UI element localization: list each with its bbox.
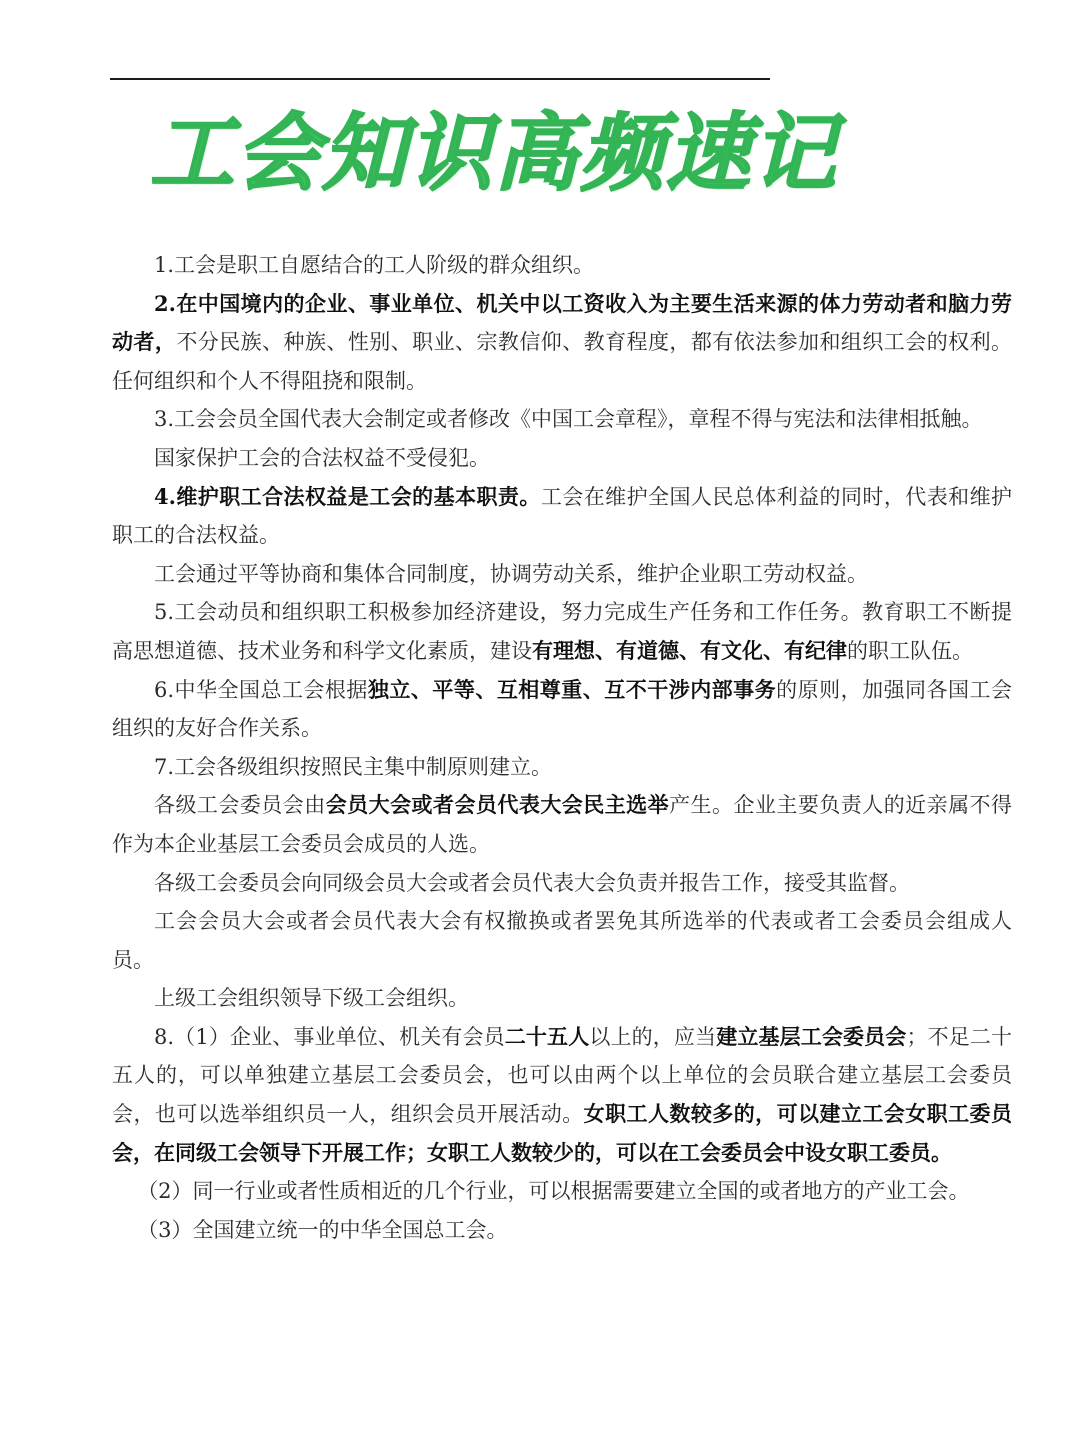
bold-segment: 有理想、有道德、有文化、有纪律 [532, 637, 847, 663]
paragraph [112, 555, 1012, 594]
text-segment: 以上的，应当 [589, 1024, 717, 1049]
bold-segment: 会员大会或者会员代表大会民主选举 [325, 792, 670, 818]
text-segment: 上级工会组织领导下级工会组织。 [154, 986, 469, 1011]
paragraph [112, 864, 1012, 903]
text-segment: 的原则，加强同各国工会组织的友好合作关系。 [112, 677, 1012, 741]
paragraph [112, 246, 1012, 285]
paragraph [112, 786, 1012, 863]
title-banner [150, 98, 910, 208]
text-segment: 工会通过平等协商和集体合同制度，协调劳动关系，维护企业职工劳动权益。 [154, 561, 868, 586]
text-segment: 3.工会会员全国代表大会制定或者修改《中国工会章程》，章程不得与宪法和法律相抵触。 [154, 407, 983, 432]
paragraph [112, 902, 1012, 979]
article-body [112, 246, 1012, 1249]
text-segment: 工会会员大会或者会员代表大会有权撤换或者罢免其所选举的代表或者工会委员会组成人员。 [112, 909, 1012, 972]
paragraph [112, 593, 1012, 670]
bold-segment: 4.维护职工合法权益是工会的基本职责。 [154, 483, 541, 509]
text-segment: 5.工会动员和组织职工积极参加经济建设，努力完成生产任务和工作任务。教育职工不断提高思想道德、技术业务和科学文化素质，建设 [112, 600, 1012, 663]
paragraph [112, 478, 1012, 555]
text-segment: 产生。企业主要负责人的近亲属不得作为本企业基层工会委员会成员的人选。 [112, 793, 1013, 856]
text-segment: 的职工队伍。 [847, 638, 973, 663]
paragraph [112, 1018, 1012, 1172]
paragraph [112, 439, 1012, 478]
bold-segment: 建立基层工会委员会 [716, 1023, 907, 1049]
text-segment: 7.工会各级组织按照民主集中制原则建立。 [154, 754, 553, 779]
paragraph [112, 400, 1012, 439]
bold-segment: 女职工人数较多的，可以建立工会女职工委员会，在同级工会领导下开展工作；女职工人数较少的，可以在工会委员会中设女职工委员。 [112, 1101, 1012, 1165]
top-divider-line [110, 78, 770, 80]
paragraph [112, 748, 1012, 787]
text-segment: 工会在维护全国人民总体利益的同时，代表和维护职工的合法权益。 [112, 484, 1013, 548]
page-title: 工会知识高频速记 [150, 104, 839, 202]
text-segment: 各级工会委员会由 [154, 793, 326, 818]
text-segment: 不分民族、种族、性别、职业、宗教信仰、教育程度，都有依法参加和组织工会的权利。任何组织和个人不得阻挠和限制。 [112, 330, 1013, 393]
bold-segment: 二十五人 [504, 1023, 590, 1049]
text-segment: 6.中华全国总工会根据 [154, 677, 368, 702]
text-segment: （3）全国建立统一的中华全国总工会。 [137, 1217, 508, 1242]
text-segment: ；不足二十五人的，可以单独建立基层工会委员会，也可以由两个以上单位的会员联合建立基层工会委员会，也可以选举组织员一人，组织会员开展活动。 [112, 1024, 1013, 1127]
paragraph [112, 1172, 1012, 1211]
paragraph [112, 285, 1012, 401]
text-segment: （2）同一行业或者性质相近的几个行业，可以根据需要建立全国的或者地方的产业工会。 [137, 1179, 970, 1204]
text-segment: 国家保护工会的合法权益不受侵犯。 [154, 445, 490, 470]
text-segment: 各级工会委员会向同级会员大会或者会员代表大会负责并报告工作，接受其监督。 [154, 870, 910, 895]
text-segment: 8.（1）企业、事业单位、机关有会员 [154, 1024, 505, 1049]
bold-segment: 独立、平等、互相尊重、互不干涉内部事务 [367, 676, 777, 702]
paragraph [112, 1211, 1012, 1250]
paragraph [112, 671, 1012, 748]
text-segment: 1.工会是职工自愿结合的工人阶级的群众组织。 [154, 253, 595, 277]
paragraph [112, 979, 1012, 1018]
bold-segment: 2.在中国境内的企业、事业单位、机关中以工资收入为主要生活来源的体力劳动者和脑力劳动者， [112, 290, 1012, 355]
